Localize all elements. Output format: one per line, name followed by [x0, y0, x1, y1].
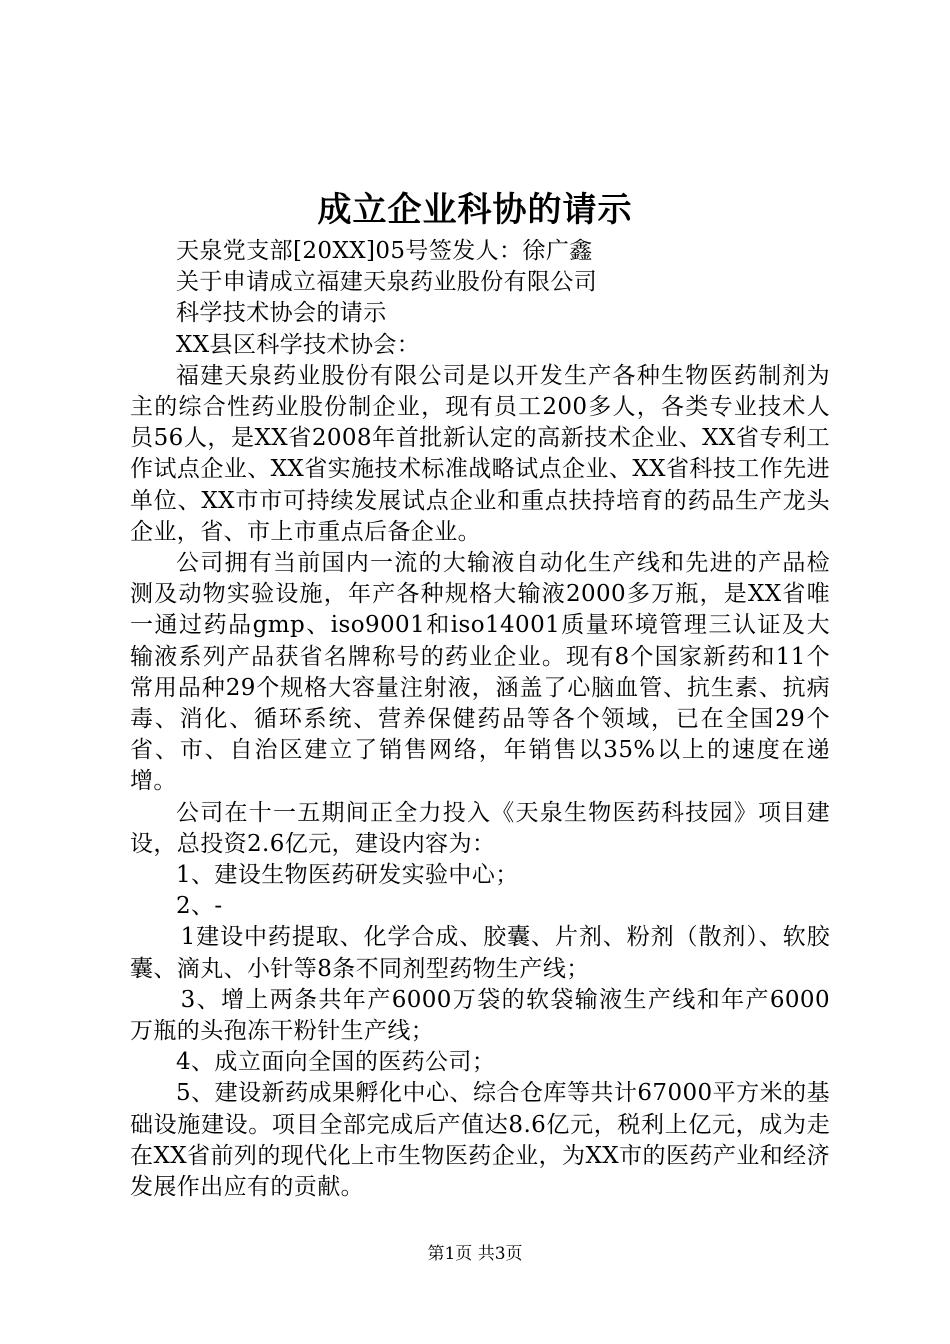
- paragraph-project: 公司在十一五期间正全力投入《天泉生物医药科技园》项目建设，总投资2.6亿元，建设内容为：: [130, 799, 830, 857]
- page-number-footer: 第1页 共3页: [427, 1244, 523, 1264]
- paragraph-company-intro: 福建天泉药业股份有限公司是以开发生产各种生物医药制剂为主的综合性药业股份制企业，现有员工200多人，各类专业技术人员56人，是XX省2008年首批新认定的高新技术企业、XX省专利工作试点企业、XX省实施技术标准战略试点企业、XX省科技工作先进单位、XX市市可持续发展试点企业和重点扶持培育的药品生产龙头企业，省、市上市重点后备企业。: [130, 362, 830, 545]
- list-item-5: 5、建设新药成果孵化中心、综合仓库等共计67000平方米的基础设施建设。项目全部完成后产值达8.6亿元，税利上亿元，成为走在XX省前列的现代化上市生物医药企业，为XX市的医药产业和经济发展作出应有的贡献。: [130, 1080, 830, 1201]
- recipient-line: XX县区科学技术协会：: [176, 331, 421, 358]
- list-item-2-detail: 1建设中药提取、化学合成、胶囊、片剂、粉剂（散剂）、软胶囊、滴丸、小针等8条不同剂型药物生产线；: [130, 924, 830, 982]
- paragraph-facilities: 公司拥有当前国内一流的大输液自动化生产线和先进的产品检测及动物实验设施，年产各种规格大输液2000多万瓶，是XX省唯一通过药品gmp、iso9001和iso14001质量环境管理三认证及大输液系列产品获省名牌称号的药业企业。现有8个国家新药和11个常用品种29个规格大容量注射液，涵盖了心脑血管、抗生素、抗病毒、消化、循环系统、营养保健药品等各个领域，已在全国29个省、市、自治区建立了销售网络，年销售以35%以上的速度在递增。: [130, 550, 830, 795]
- list-item-4: 4、成立面向全国的医药公司；: [176, 1049, 496, 1076]
- list-item-1: 1、建设生物医药研发实验中心；: [176, 862, 519, 889]
- document-title: 成立企业科协的请示: [317, 190, 633, 230]
- subject-line-2: 科学技术协会的请示: [176, 300, 387, 327]
- document-number-line: 天泉党支部[20XX]05号签发人：徐广鑫: [176, 238, 593, 264]
- list-item-3: 3、增上两条共年产6000万袋的软袋输液生产线和年产6000万瓶的头孢冻干粉针生产线；: [130, 986, 830, 1045]
- document-body: [130, 236, 830, 1203]
- subject-line-1: 关于申请成立福建天泉药业股份有限公司: [176, 269, 598, 296]
- list-item-2: 2、-: [176, 893, 223, 920]
